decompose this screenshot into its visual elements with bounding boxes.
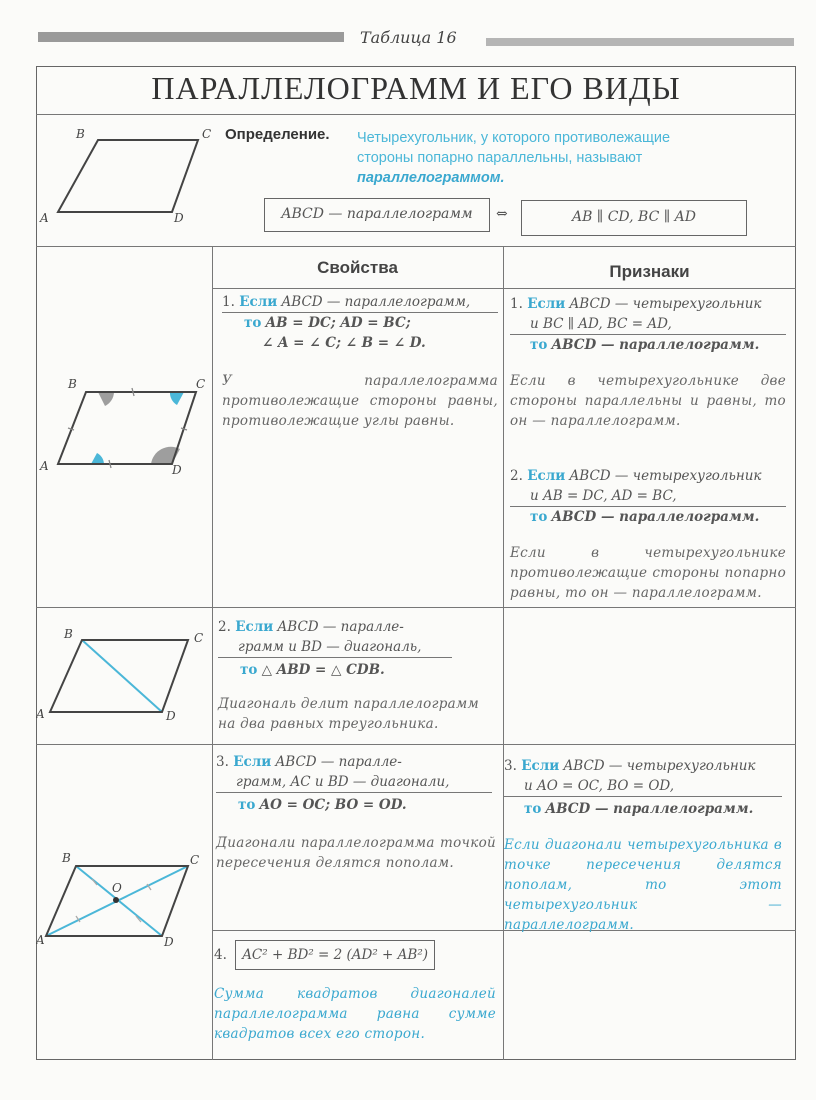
criterion-1 <box>510 294 786 431</box>
property-4-note: Сумма квадратов диагоналей параллелограмма равна сумме квадратов всех его сторон. <box>214 986 496 1042</box>
criterion-1-condition-2: и BC ∥ AD, BC = AD, <box>510 314 786 335</box>
vertex-label-c: C <box>194 631 204 645</box>
angles-parallelogram-figure <box>36 370 212 480</box>
header-bar-right <box>486 38 794 46</box>
vertex-label-d: D <box>172 463 182 477</box>
equivalence-symbol: ⇔ <box>496 206 508 222</box>
criterion-1-result: то ABCD — параллелограмм. <box>530 337 760 353</box>
definition-box-left-text: ABCD — параллелограмм <box>281 206 473 222</box>
property-3-condition: 3. Если ABCD — паралле- <box>216 754 402 770</box>
vertex-label-a: A <box>36 933 45 947</box>
property-1 <box>222 292 498 431</box>
vertex-label-b: B <box>64 627 73 641</box>
column-header-properties: Свойства <box>317 258 398 277</box>
criterion-1-condition: 1. Если ABCD — четырехугольник <box>510 296 762 312</box>
vertex-label-b: B <box>62 851 71 865</box>
row2-divider <box>36 744 796 745</box>
vertex-label-d: D <box>174 211 184 225</box>
criterion-3-note: Если диагонали четырехугольника в точке пересечения делятся пополам, то этот четырехугольник — параллелограмм. <box>504 837 782 933</box>
vertex-label-c: C <box>190 853 200 867</box>
definition-term: параллелограммом. <box>357 170 505 186</box>
column-header-divider <box>212 288 796 289</box>
property-3 <box>216 752 496 873</box>
vertex-label-o: O <box>112 881 122 895</box>
vertex-label-d: D <box>164 935 174 949</box>
property-3-result: то AO = OC; BO = OD. <box>238 797 407 813</box>
vertex-label-c: C <box>202 127 212 141</box>
criterion-2-condition-2: и AB = DC, AD = BC, <box>510 486 786 507</box>
property-1-condition: 1. Если ABCD — параллелограмм, <box>222 292 498 313</box>
property-1-note: У параллелограмма противолежащие стороны равны, противолежащие углы равны. <box>222 373 498 429</box>
properties-criteria-divider <box>503 246 504 1060</box>
vertex-label-a: A <box>36 707 45 721</box>
figure-column-divider <box>212 246 213 1060</box>
page-title: ПАРАЛЛЕЛОГРАММ И ЕГО ВИДЫ <box>151 70 681 106</box>
property-3-condition-2: грамм, AC и BD — диагонали, <box>216 772 492 793</box>
vertex-label-b: B <box>76 127 85 141</box>
criterion-3-result: то ABCD — параллелограмм. <box>524 801 754 817</box>
title-divider <box>36 114 796 115</box>
criterion-3-condition-2: и AO = OC, BO = OD, <box>504 776 782 797</box>
definition-parallelogram-figure <box>36 118 216 228</box>
property-2 <box>218 617 496 734</box>
table-label: Таблица 16 <box>360 28 457 47</box>
property-2-result: то △ ABD = △ CDB. <box>240 662 385 678</box>
property-2-note: Диагональ делит параллелограмм на два равных треугольника. <box>218 696 480 732</box>
property-1-result: то AB = DC; AD = BC; <box>244 315 411 331</box>
criterion-2-note: Если в четырехугольнике противолежащие стороны попарно равны, то он — параллелограмм. <box>510 545 786 601</box>
property-4-formula: AC² + BD² = 2 (AD² + AB²) <box>235 940 435 970</box>
vertex-label-b: B <box>68 377 77 391</box>
property-1-result-2: ∠ A = ∠ C; ∠ B = ∠ D. <box>262 335 426 351</box>
definition-text-line2: стороны попарно параллельны, называют <box>357 150 643 166</box>
property-2-condition-2: грамм и BD — диагональ, <box>218 637 452 658</box>
property-4-line: 4. AC² + BD² = 2 (AD² + AB²) <box>214 940 496 970</box>
definition-text-line1: Четырехугольник, у которого противолежащие <box>357 130 671 146</box>
criterion-3 <box>504 756 782 935</box>
property-3-note: Диагонали параллелограмма точкой пересечения делятся пополам. <box>216 835 496 871</box>
property-2-condition: 2. Если ABCD — паралле- <box>218 619 404 635</box>
definition-text <box>357 128 777 188</box>
definition-box-right <box>521 200 747 236</box>
criterion-2-result: то ABCD — параллелограмм. <box>530 509 760 525</box>
vertex-label-a: A <box>40 459 49 473</box>
definition-box-left <box>264 198 490 232</box>
criterion-3-condition: 3. Если ABCD — четырехугольник <box>504 758 756 774</box>
diagonal-parallelogram-figure <box>36 620 212 730</box>
criterion-1-note: Если в четырехугольнике две стороны параллельны и равны, то он — параллелограмм. <box>510 373 786 429</box>
property-4 <box>214 940 496 1044</box>
criterion-2 <box>510 466 786 603</box>
criterion-2-condition: 2. Если ABCD — четырехугольник <box>510 468 762 484</box>
vertex-label-a: A <box>40 211 49 225</box>
definition-divider <box>36 246 796 247</box>
vertex-label-c: C <box>196 377 206 391</box>
row1-divider <box>36 607 796 608</box>
vertex-label-d: D <box>166 709 176 723</box>
definition-label: Определение. <box>225 126 330 143</box>
definition-box-right-text: AB ∥ CD, BC ∥ AD <box>571 209 697 225</box>
column-header-criteria: Признаки <box>609 262 690 281</box>
header-bar-left <box>38 32 344 42</box>
diagonals-parallelogram-figure <box>36 850 212 960</box>
